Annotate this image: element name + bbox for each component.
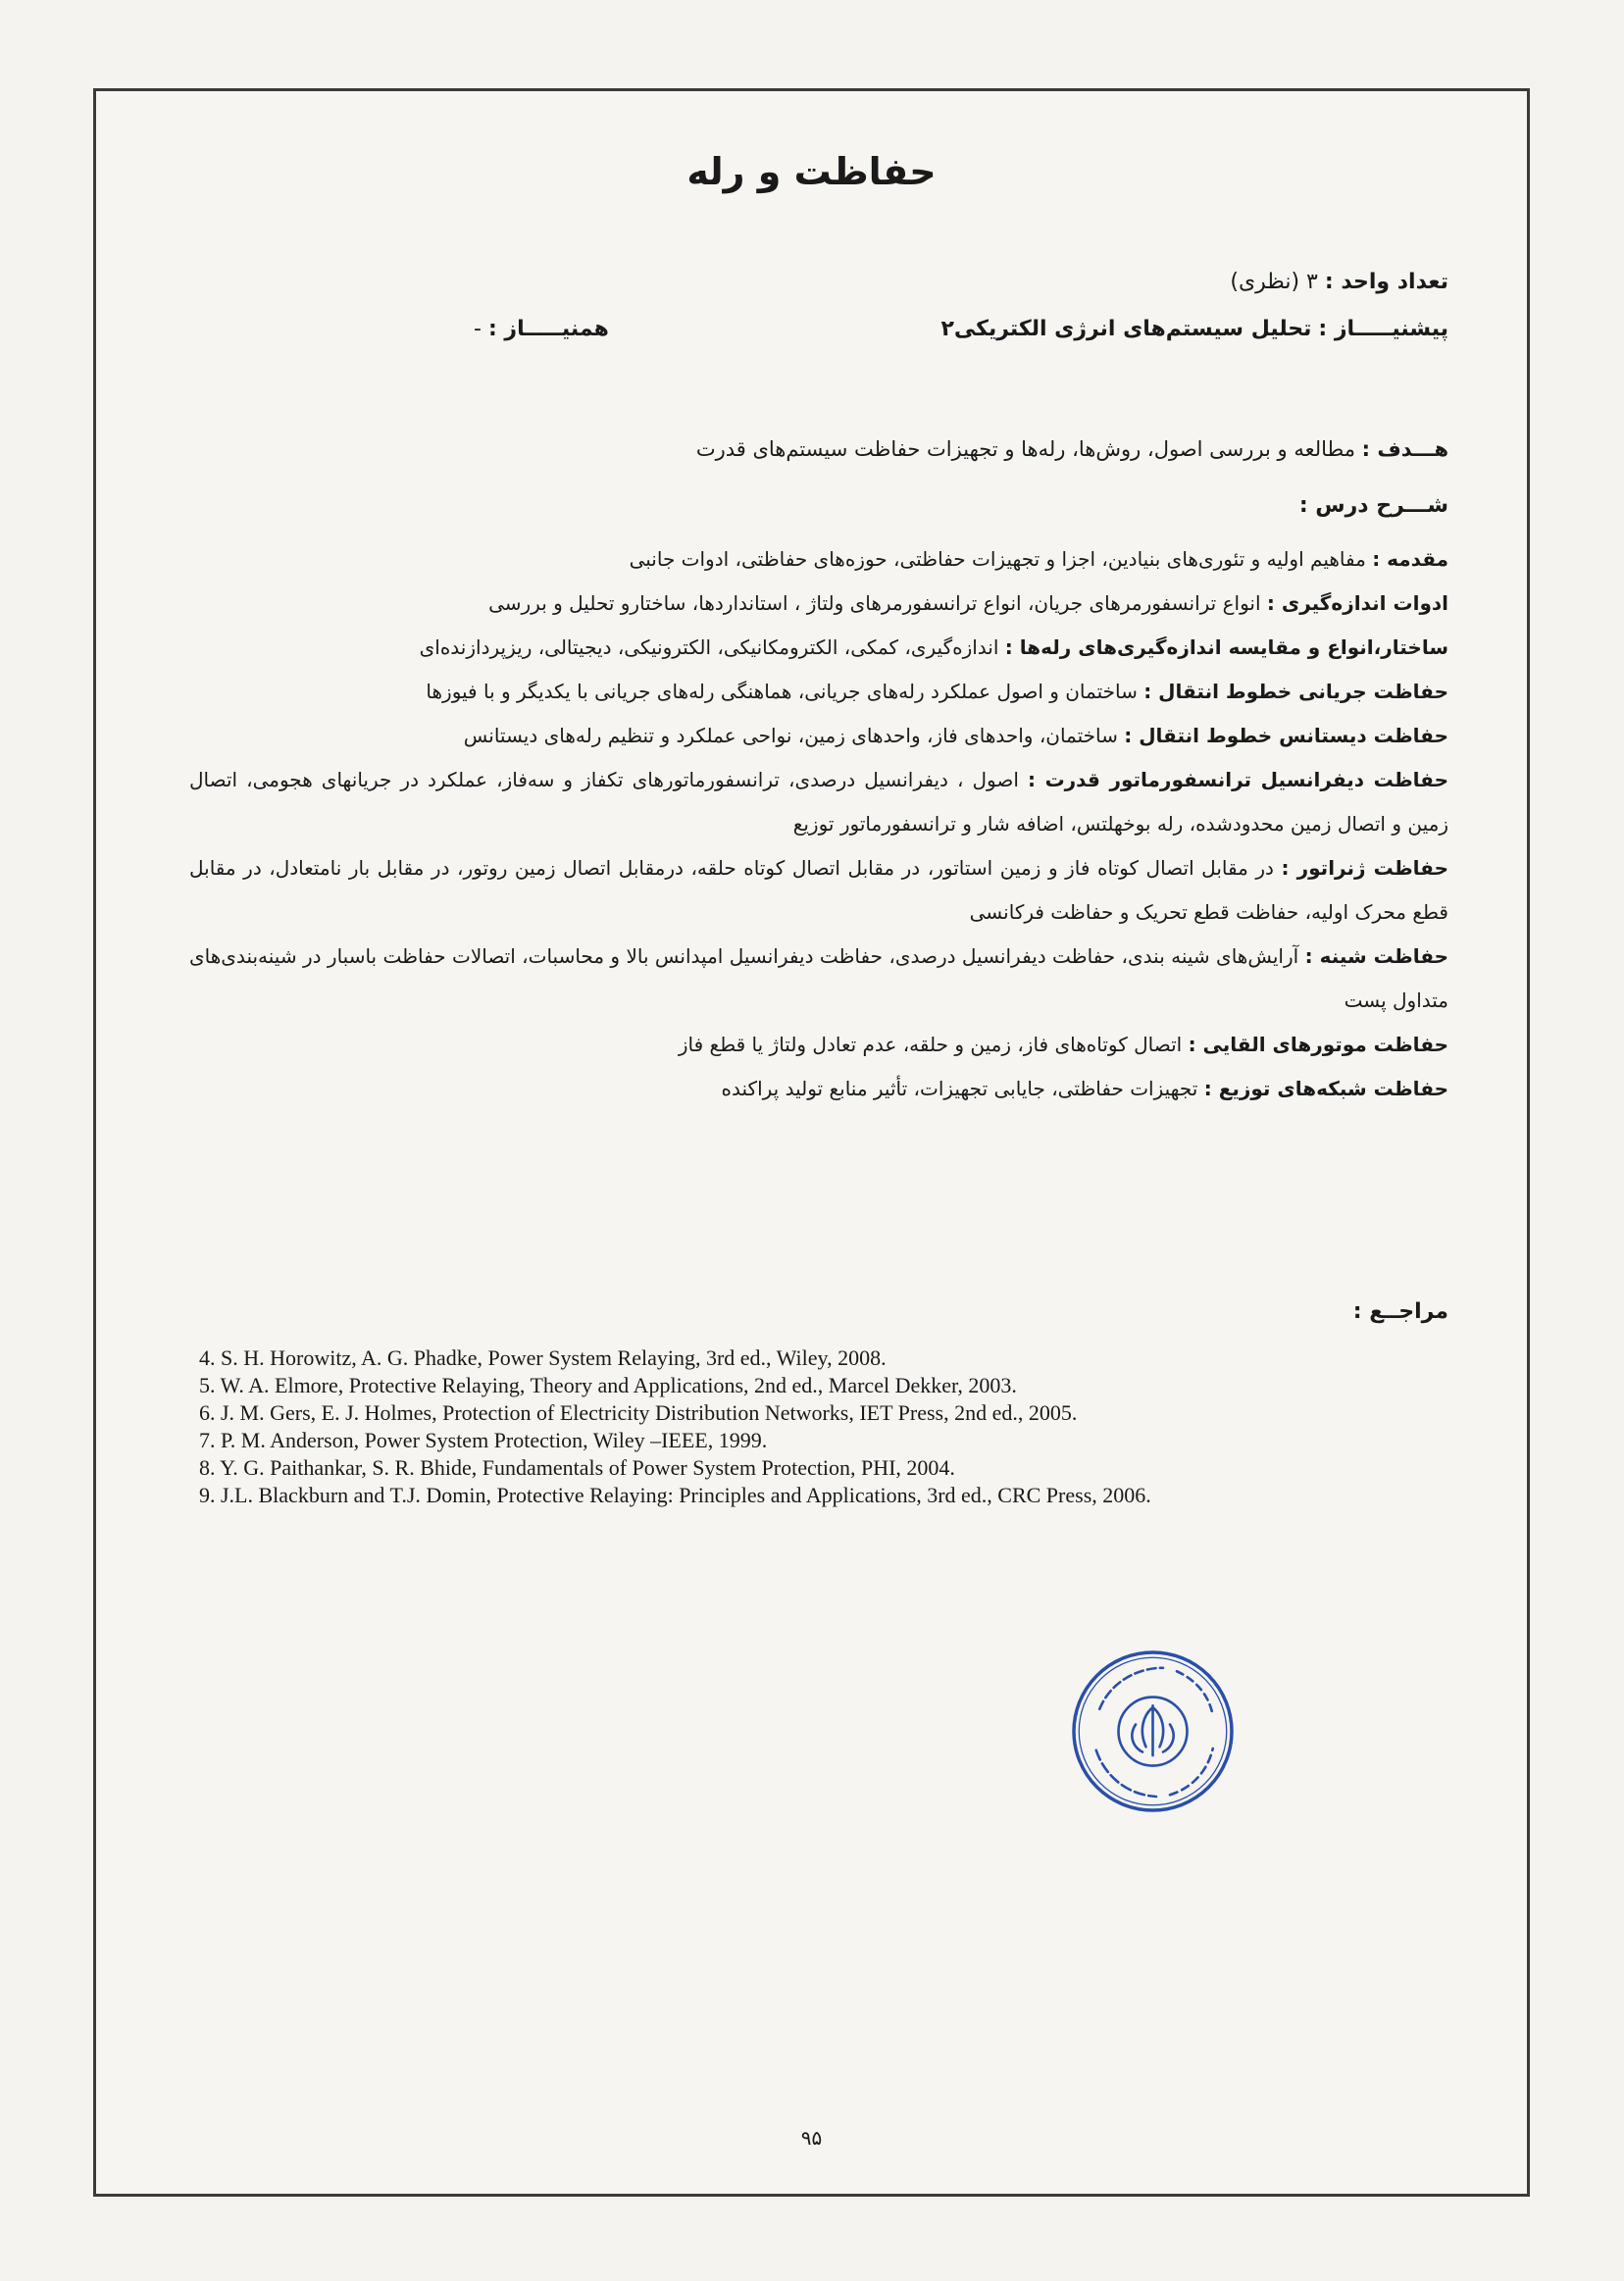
description-item	[189, 537, 1448, 582]
references-list	[199, 1344, 1151, 1509]
description-item-label: ادوات اندازه‌گیری :	[1266, 591, 1448, 615]
prerequisite-label: پیشنیـــــاز :	[1318, 317, 1448, 341]
description-item-text: در مقابل اتصال کوتاه فاز و زمین استاتور، در مقابل اتصال کوتاه حلقه، درمقابل اتصال زمین روتور، در مقابل بار نامتعادل، در مقابل قطع محرک اولیه، حفاظت قطع تحریک و حفاظت فرکانسی	[189, 856, 1448, 924]
description-item-label: مقدمه :	[1372, 547, 1448, 571]
description-item-text: ساختمان، واحدهای فاز، واحدهای زمین، نواحی عملکرد و تنظیم رله‌های دیستانس	[463, 724, 1118, 747]
description-item	[189, 1023, 1448, 1067]
reference-item: 6. J. M. Gers, E. J. Holmes, Protection of Electricity Distribution Networks, IET Press, 2nd ed., 2005.	[199, 1400, 1078, 1425]
description-item-label: حفاظت شینه :	[1304, 944, 1449, 968]
description-item	[189, 626, 1448, 670]
prerequisite-row	[940, 317, 1448, 341]
description-item	[189, 1067, 1448, 1111]
goal-row	[696, 437, 1448, 461]
description-item-text: مفاهیم اولیه و تئوری‌های بنیادین، اجزا و تجهیزات حفاظتی، حوزه‌های حفاظتی، ادوات جانبی	[629, 547, 1366, 571]
description-item	[189, 670, 1448, 714]
description-item	[189, 935, 1448, 1023]
page-title: حفاظت و رله	[686, 150, 937, 193]
reference-item: 4. S. H. Horowitz, A. G. Phadke, Power System Relaying, 3rd ed., Wiley, 2008.	[199, 1345, 887, 1370]
page-number: ۹۵	[800, 2126, 823, 2150]
reference-item: 5. W. A. Elmore, Protective Relaying, Theory and Applications, 2nd ed., Marcel Dekker, 2003.	[199, 1373, 1017, 1397]
description-item-label: ساختار،انواع و مقایسه اندازه‌گیری‌های رله‌ها :	[1004, 635, 1448, 659]
reference-item: 7. P. M. Anderson, Power System Protection, Wiley –IEEE, 1999.	[199, 1428, 768, 1452]
corequisite-label: همنیـــــاز :	[487, 317, 609, 341]
description-item-text: اتصال کوتاه‌های فاز، زمین و حلقه، عدم تعادل ولتاژ یا قطع فاز	[678, 1033, 1183, 1056]
description-item	[189, 758, 1448, 846]
units-value: ۳ (نظری)	[1230, 270, 1318, 294]
description-item	[189, 846, 1448, 935]
description-item-label: حفاظت دیستانس خطوط انتقال :	[1124, 724, 1448, 747]
description-item-label: حفاظت شبکه‌های توزیع :	[1203, 1077, 1448, 1100]
description-item-text: تجهیزات حفاظتی، جایابی تجهیزات، تأثیر منابع تولید پراکنده	[721, 1077, 1198, 1100]
goal-value: مطالعه و بررسی اصول، روش‌ها، رله‌ها و تجهیزات حفاظت سیستم‌های قدرت	[695, 437, 1355, 461]
ministry-stamp-icon	[1067, 1646, 1239, 1817]
description-item-text: اندازه‌گیری، کمکی، الکترومکانیکی، الکترونیکی، دیجیتالی، ریزپردازنده‌ای	[419, 635, 999, 659]
description-item-text: آرایش‌های شینه بندی، حفاظت دیفرانسیل درصدی، حفاظت دیفرانسیل امپدانس بالا و محاسبات، اتصالات حفاظت باسبار در شینه‌بندی‌های متداول پست	[189, 944, 1448, 1012]
description-item-text: ساختمان و اصول عملکرد رله‌های جریانی، هماهنگی رله‌های جریانی با یکدیگر و با فیوزها	[426, 680, 1138, 703]
corequisite-value: -	[474, 317, 482, 341]
description-item-text: انواع ترانسفورمرهای جریان، انواع ترانسفورمرهای ولتاژ ، استانداردها، ساختارو تحلیل و بررسی	[488, 591, 1261, 615]
description-item-label: حفاظت جریانی خطوط انتقال :	[1143, 680, 1448, 703]
page-frame	[93, 88, 1530, 2197]
description-item-label: حفاظت موتورهای القایی :	[1188, 1033, 1448, 1056]
description-item-label: حفاظت ژنراتور :	[1281, 856, 1448, 880]
corequisite-row	[474, 317, 609, 341]
description-item-text: اصول ، دیفرانسیل درصدی، ترانسفورماتورهای تکفاز و سه‌فاز، عملکرد در جریانهای هجومی، اتصال زمین و اتصال زمین محدودشده، رله بوخهلتس، اضافه شار و ترانسفورماتور توزیع	[189, 768, 1448, 836]
reference-item: 8. Y. G. Paithankar, S. R. Bhide, Fundamentals of Power System Protection, PHI, 2004.	[199, 1455, 955, 1480]
description-item	[189, 714, 1448, 758]
reference-item: 9. J.L. Blackburn and T.J. Domin, Protective Relaying: Principles and Applications, 3rd ed., CRC Press, 2006.	[199, 1483, 1151, 1507]
units-row	[1230, 270, 1448, 294]
description-item	[189, 582, 1448, 626]
units-label: تعداد واحد :	[1324, 270, 1448, 294]
references-heading: مراجــع :	[1352, 1299, 1448, 1324]
goal-label: هـــدف :	[1361, 437, 1448, 461]
prerequisite-value: تحلیل سیستم‌های انرژی الکتریکی۲	[940, 317, 1312, 341]
description-heading: شـــرح درس :	[1298, 493, 1448, 518]
description-item-label: حفاظت دیفرانسیل ترانسفورماتور قدرت :	[1027, 768, 1448, 791]
description-list	[189, 537, 1448, 1111]
